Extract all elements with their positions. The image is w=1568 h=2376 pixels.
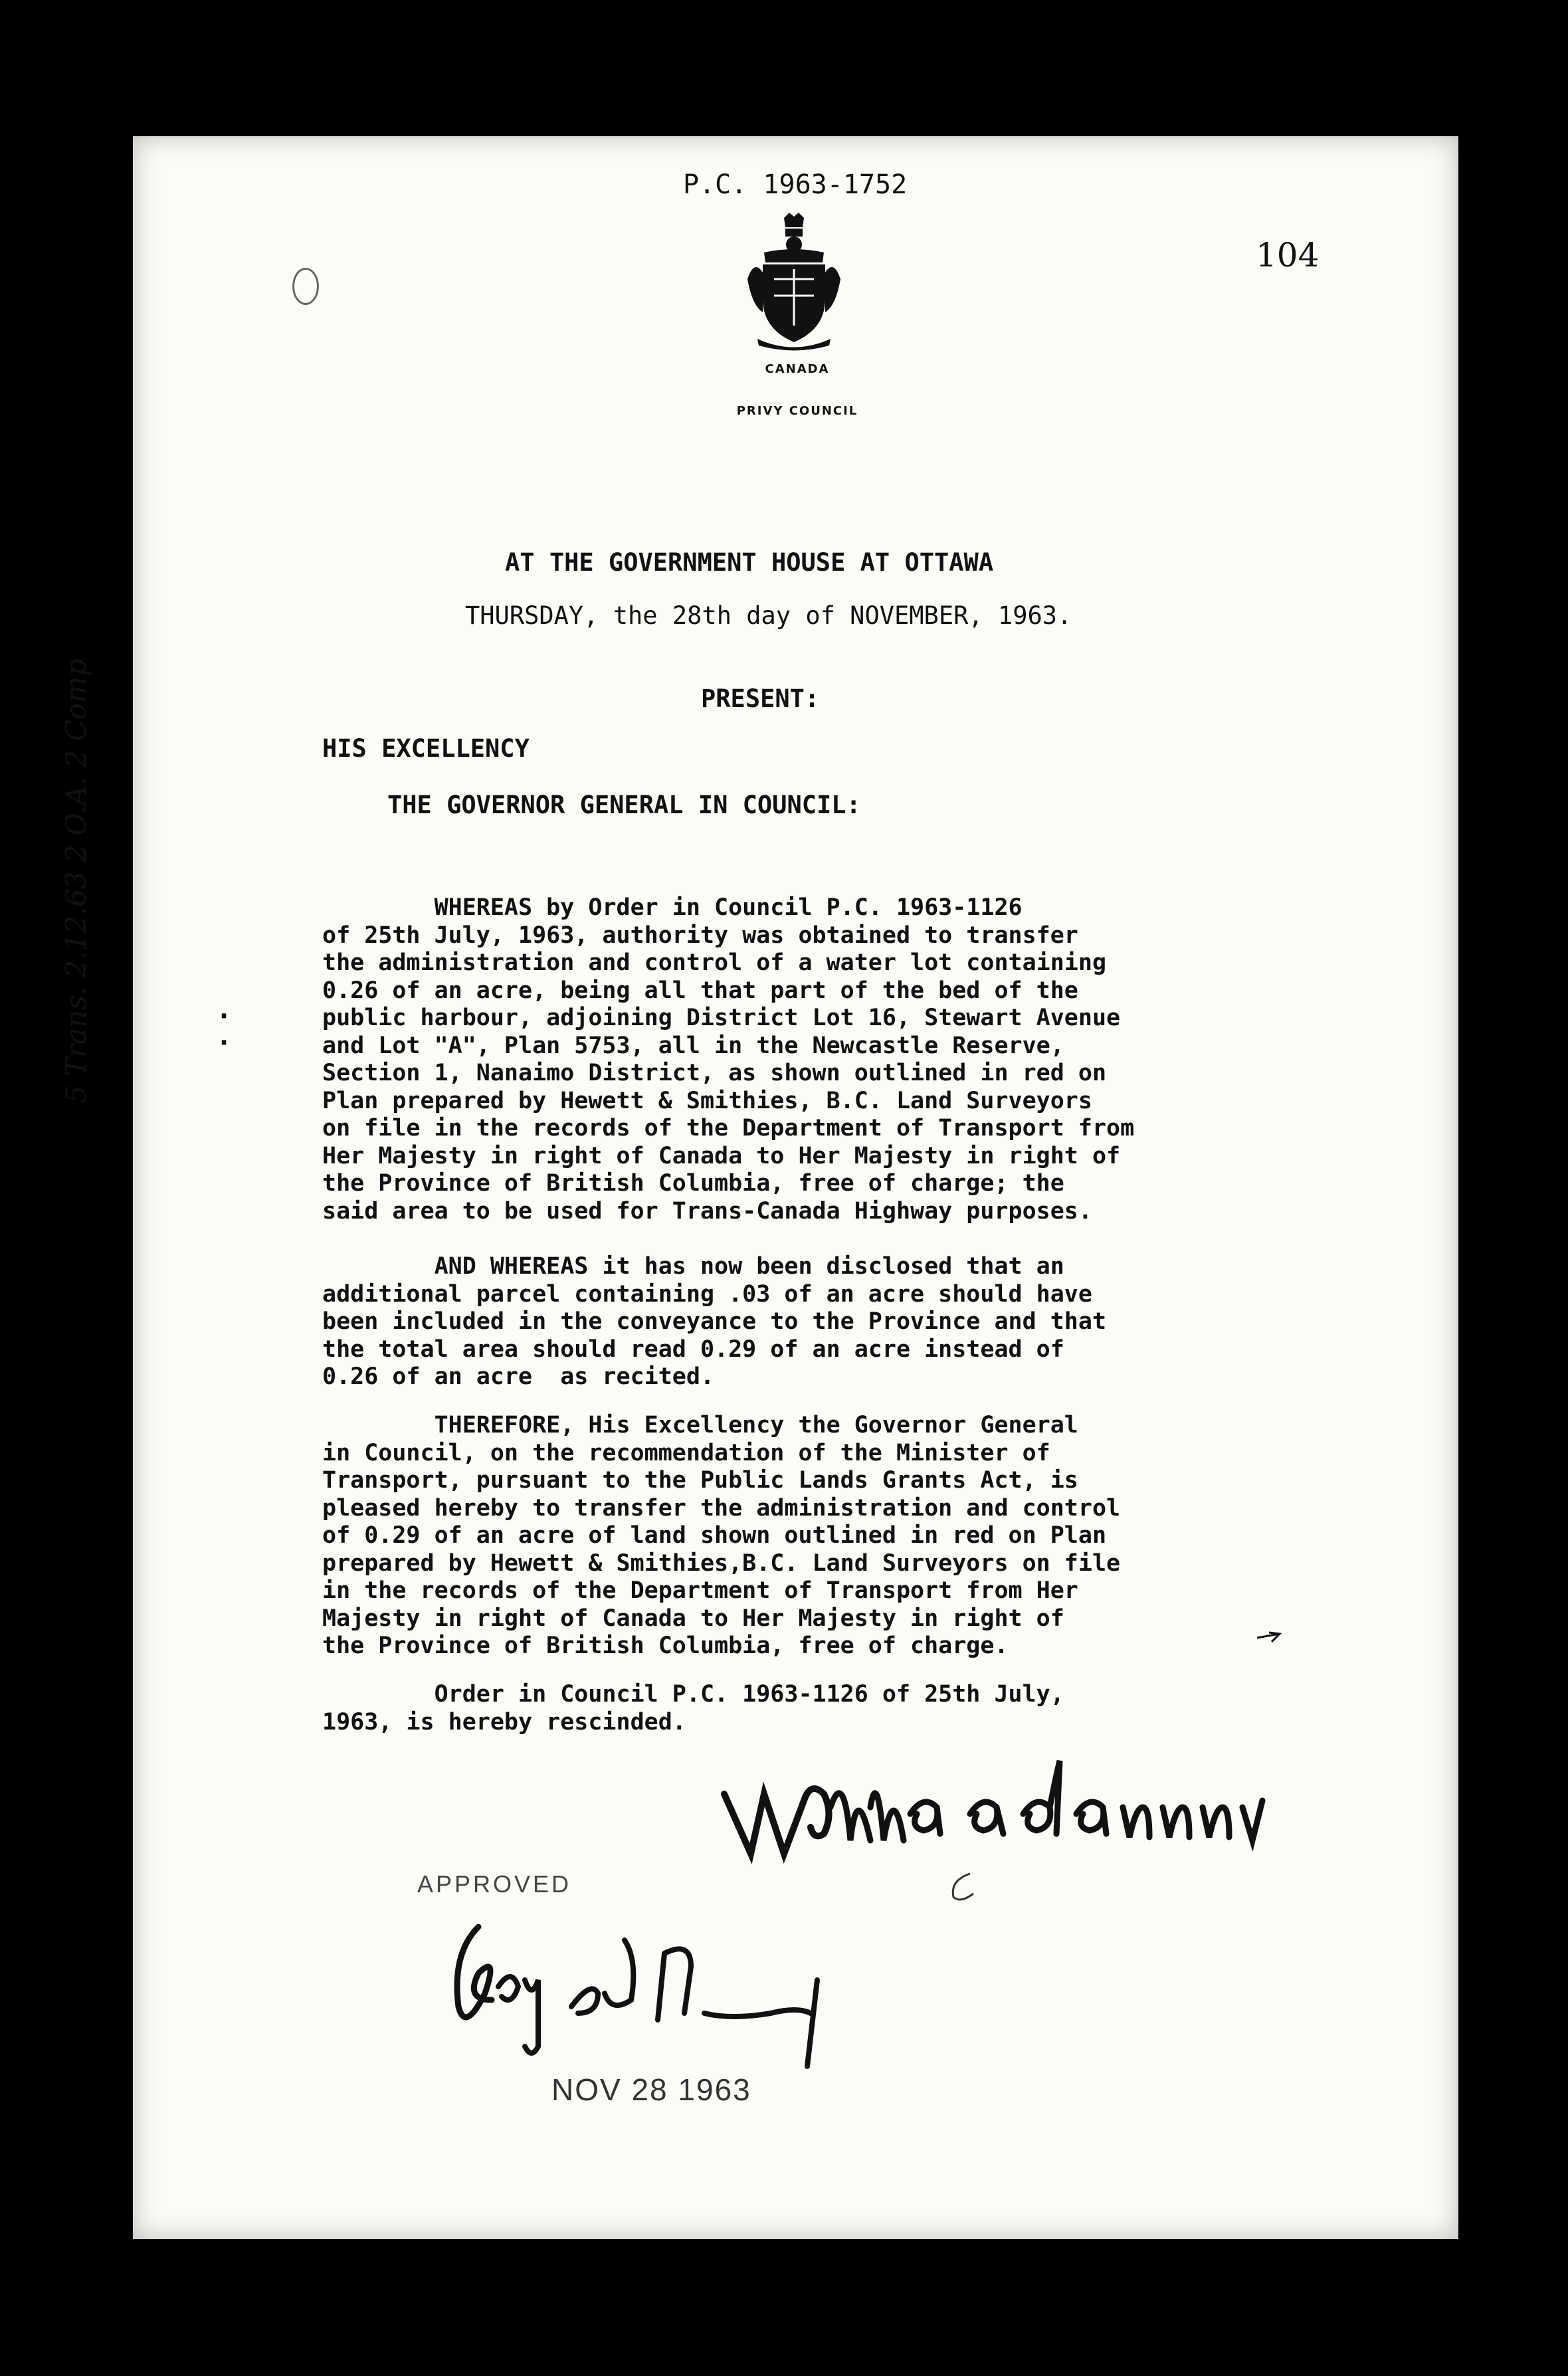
prime-minister-signature [711,1754,1409,1880]
and-whereas-paragraph: AND WHEREAS it has now been disclosed that an additional parcel containing .03 of an acre should have been included in the conveyance to the Province and that the total area should read 0.29 of an acre instead of 0.26 of an acre as recited. [322,1253,1107,1390]
council-label: PRIVY COUNCIL [736,404,858,418]
therefore-paragraph: THEREFORE, His Excellency the Governor General in Council, on the recommendation of the Minister of Transport, pursuant to the Public Lands Grants Act, is pleased hereby to transfer the administration and control of 0.29 of an acre of land shown outlined in red on Plan prepared by Hewett & Smithies,B.C. Land Surveyors on file in the records of the Department of Transport from Her Majesty in right of Canada to Her Majesty in right of the Province of British Columbia, free of charge. [322,1412,1121,1659]
punch-hole [292,268,319,305]
approved-label: APPROVED [417,1870,572,1898]
margin-handwritten-note: 5 Trans. 2.12.63 2 O.A. 2 Comp [60,658,92,1103]
rescind-paragraph: Order in Council P.C. 1963-1126 of 25th July, 1963, is hereby rescinded. [322,1681,1064,1735]
coat-of-arms-icon [744,213,844,352]
whereas-paragraph: WHEREAS by Order in Council P.C. 1963-1126 of 25th July, 1963, authority was obtained to transfer the administration and control of a water lot containing 0.26 of an acre, being all that part of the bed of the public harbour, adjoining District Lot 16, Stewart Avenue and Lot "A", Plan 5753, all in the Newcastle Reserve, Section 1, Nanaimo District, as shown outlined in red on Plan prepared by Hewett & Smithies, B.C. Land Surveyors on file in the records of the Department of Transport from Her Majesty in right of Canada to Her Majesty in right of the Province of British Columbia, free of charge; the said area to be used for Trans-Canada Highway purposes. [322,894,1135,1225]
order-number: P.C. 1963-1752 [683,169,908,200]
governor-general-signature [439,1914,857,2073]
date-line: THURSDAY, the 28th day of NOVEMBER, 1963. [465,601,1072,630]
governor-general: THE GOVERNOR GENERAL IN COUNCIL: [387,791,861,819]
his-excellency: HIS EXCELLENCY [322,734,530,763]
page-number: 104 [1256,236,1320,274]
margin-dots: · · [216,1001,233,1058]
check-mark-icon [1256,1631,1282,1644]
country-label: CANADA [765,362,830,376]
approval-date-stamp: NOV 28 1963 [551,2072,751,2107]
ink-mark [943,1867,983,1907]
present-heading: PRESENT: [701,684,820,713]
location-heading: AT THE GOVERNMENT HOUSE AT OTTAWA [505,548,994,577]
